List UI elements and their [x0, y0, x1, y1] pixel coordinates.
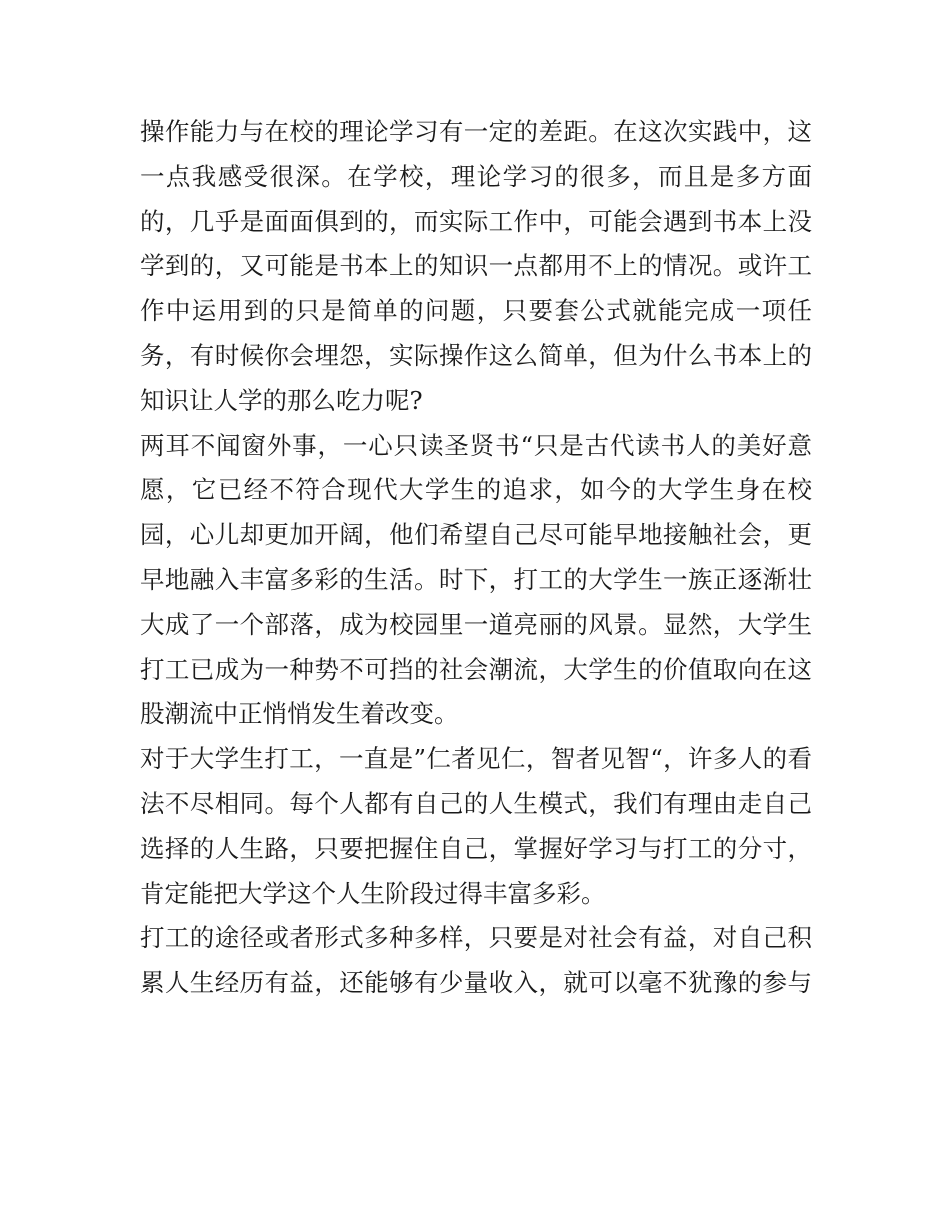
- text-line: 选择的人生路，只要把握住自己，掌握好学习与打工的分寸，: [140, 833, 812, 863]
- paragraph-1: [140, 110, 812, 424]
- text-line: 务，有时候你会埋怨，实际操作这么简单，但为什么书本上的: [140, 340, 812, 370]
- text-line: 股潮流中正悄悄发生着改变。: [140, 699, 459, 729]
- text-line: 大成了一个部落，成为校园里一道亮丽的风景。显然，大学生: [140, 609, 812, 639]
- text-line: 作中运用到的只是简单的问题，只要套公式就能完成一项任: [140, 296, 812, 326]
- text-line: 两耳不闻窗外事，一心只读圣贤书“只是古代读书人的美好意: [140, 430, 812, 460]
- text-line: 操作能力与在校的理论学习有一定的差距。在这次实践中，这: [140, 117, 812, 146]
- text-line: 打工的途径或者形式多种多样，只要是对社会有益，对自己积: [140, 923, 812, 953]
- text-line: 知识让人学的那么吃力呢?: [140, 385, 423, 415]
- text-line: 的，几乎是面面俱到的，而实际工作中，可能会遇到书本上没: [140, 206, 812, 236]
- text-line: 打工已成为一种势不可挡的社会潮流，大学生的价值取向在这: [140, 654, 812, 684]
- text-line: 法不尽相同。每个人都有自己的人生模式，我们有理由走自己: [140, 788, 812, 818]
- text-line: 对于大学生打工，一直是”仁者见仁，智者见智“，许多人的看: [140, 744, 812, 774]
- text-line: 愿，它已经不符合现代大学生的追求，如今的大学生身在校: [140, 475, 812, 505]
- text-line: 早地融入丰富多彩的生活。时下，打工的大学生一族正逐渐壮: [140, 564, 812, 594]
- text-line: 累人生经历有益，还能够有少量收入，就可以毫不犹豫的参与: [140, 968, 812, 998]
- document-body: [140, 110, 812, 1006]
- text-line: 肯定能把大学这个人生阶段过得丰富多彩。: [140, 878, 606, 908]
- paragraph-2: [140, 424, 812, 738]
- paragraph-3: [140, 737, 812, 916]
- paragraph-4: [140, 916, 812, 1006]
- text-line: 一点我感受很深。在学校，理论学习的很多，而且是多方面: [140, 161, 812, 191]
- text-line: 园，心儿却更加开阔，他们希望自己尽可能早地接触社会，更: [140, 520, 812, 550]
- text-line: 学到的，又可能是书本上的知识一点都用不上的情况。或许工: [140, 251, 812, 281]
